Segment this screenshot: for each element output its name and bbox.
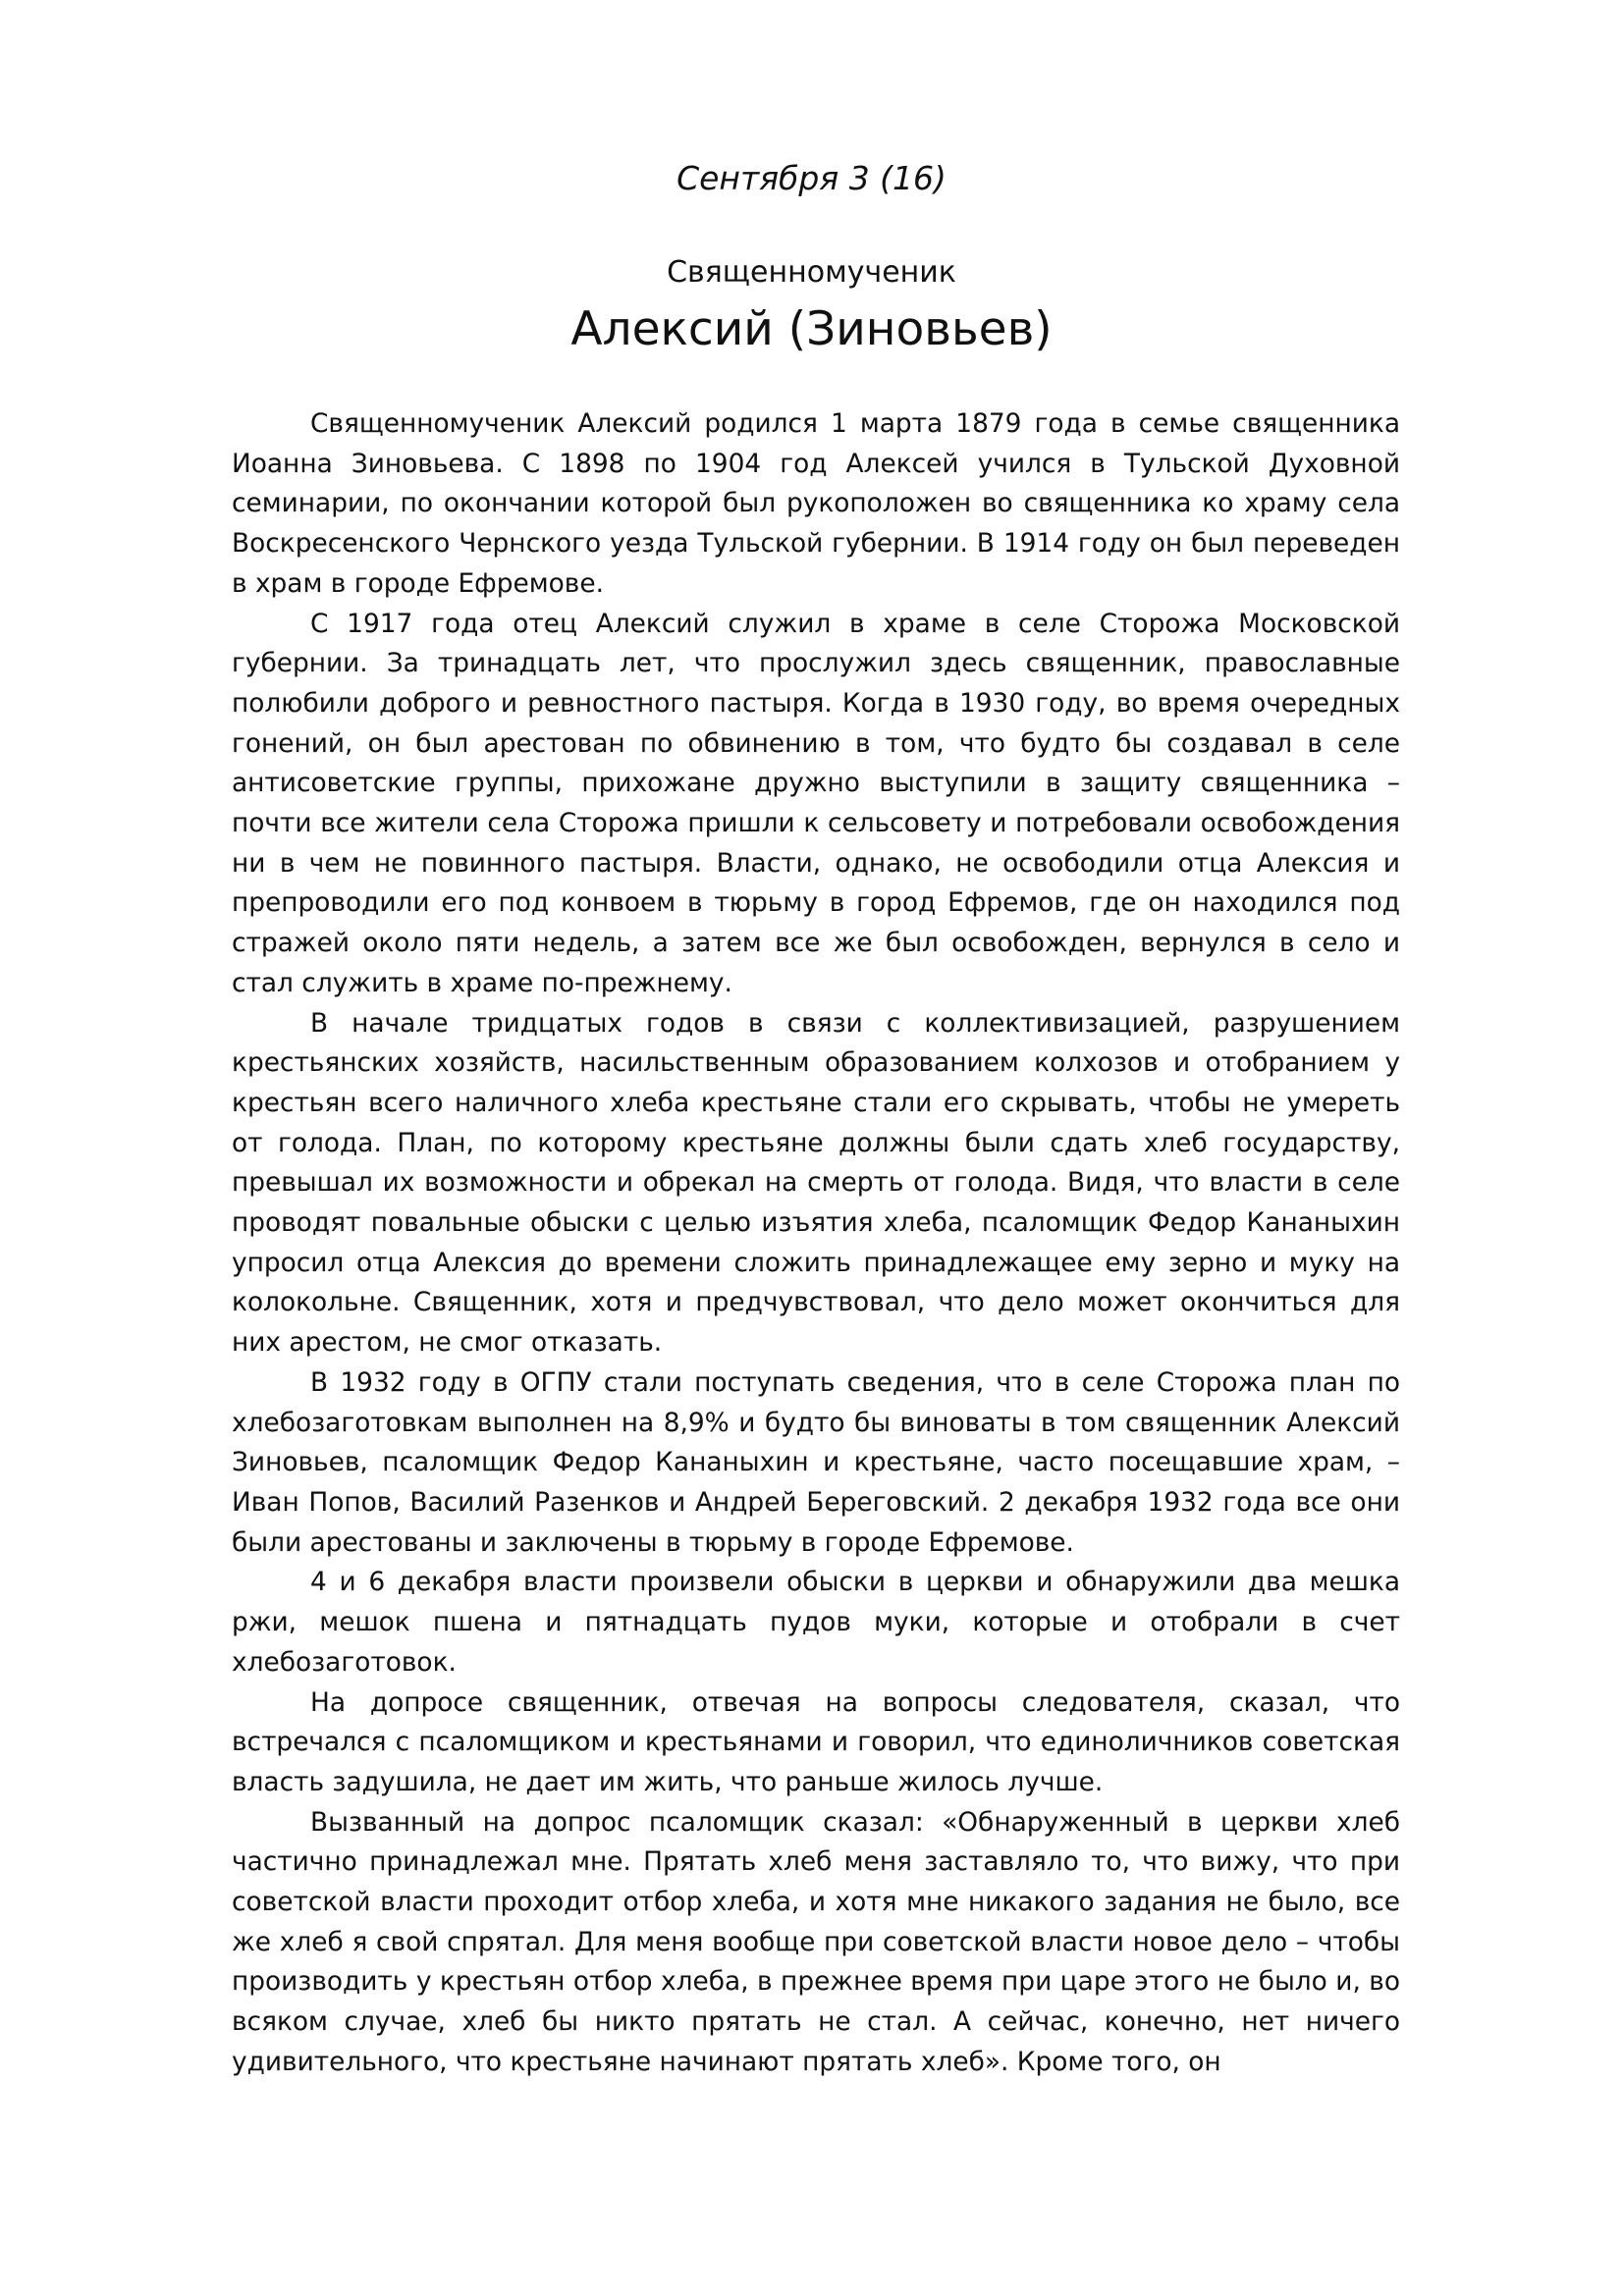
paragraph: В 1932 году в ОГПУ стали поступать сведения, что в селе Сторожа план по хлебозаготовкам выполнен на 8,9% и будто бы виноваты в том священник Алексий Зиновьев, псаломщик Федор Кананыхин и крестьяне, часто посещавшие храм, – Иван Попов, Василий Разенков и Андрей Береговский. 2 декабря 1932 года все они были арестованы и заключены в тюрьму в городе Ефремове. [232, 1366, 1400, 1558]
paragraph: 4 и 6 декабря власти произвели обыски в церкви и обнаружили два мешка ржи, мешок пшена и пятнадцать пудов муки, которые и отобрали в счет хлебозаготовок. [232, 1567, 1400, 1678]
body-text [232, 404, 1400, 2083]
paragraph: В начале тридцатых годов в связи с коллективизацией, разрушением крестьянских хозяйств, насильственным образованием колхозов и отобранием у крестьян всего наличного хлеба крестьяне стали его скрывать, чтобы не умереть от голода. План, по которому крестьяне должны были сдать хлеб государству, превышал их возможности и обрекал на смерть от голода. Видя, что власти в селе проводят повальные обыски с целью изъятия хлеба, псаломщик Федор Кананыхин упросил отца Алексия до времени сложить принадлежащее ему зерно и муку на колокольне. Священник, хотя и предчувствовал, что дело может окончиться для них арестом, не смог отказать. [232, 1007, 1400, 1359]
saint-rank: Священномученик [667, 255, 956, 290]
date-heading: Сентября 3 (16) [676, 159, 947, 197]
paragraph: На допросе священник, отвечая на вопросы следователя, сказал, что встречался с псаломщиком и крестьянами и говорил, что единоличников советская власть задушила, не дает им жить, что раньше жилось лучше. [232, 1686, 1400, 1797]
paragraph: С 1917 года отец Алексий служил в храме в селе Сторожа Московской губернии. За тринадцать лет, что прослужил здесь священник, православные полюбили доброго и ревностного пастыря. Когда в 1930 году, во время очередных гонений, он был арестован по обвинению в том, что будто бы создавал в селе антисоветские группы, прихожане дружно выступили в защиту священника – почти все жители села Сторожа пришли к сельсовету и потребовали освобождения ни в чем не повинного пастыря. Власти, однако, не освободили отца Алексия и препроводили его под конвоем в тюрьму в город Ефремов, где он находился под стражей около пяти недель, а затем все же был освобожден, вернулся в село и стал служить в храме по-прежнему. [232, 608, 1400, 998]
paragraph: Священномученик Алексий родился 1 марта 1879 года в семье священника Иоанна Зиновьева. С 1898 по 1904 год Алексей учился в Тульской Духовной семинарии, по окончании которой был рукоположен во священника ко храму села Воскресенского Чернского уезда Тульской губернии. В 1914 году он был переведен в храм в городе Ефремове. [232, 408, 1400, 599]
paragraph: Вызванный на допрос псаломщик сказал: «Обнаруженный в церкви хлеб частично принадлежал мне. Прятать хлеб меня заставляло то, что вижу, что при советской власти проходит отбор хлеба, и хотя мне никакого задания не было, все же хлеб я свой спрятал. Для меня вообще при советской власти новое дело – чтобы производить у крестьян отбор хлеба, в прежнее время при царе этого не было и, во всяком случае, хлеб бы никто прятать не стал. А сейчас, конечно, нет ничего удивительного, что крестьяне начинают прятать хлеб». Кроме того, он [232, 1806, 1400, 2077]
saint-name-title: Алексий (Зиновьев) [570, 302, 1053, 356]
